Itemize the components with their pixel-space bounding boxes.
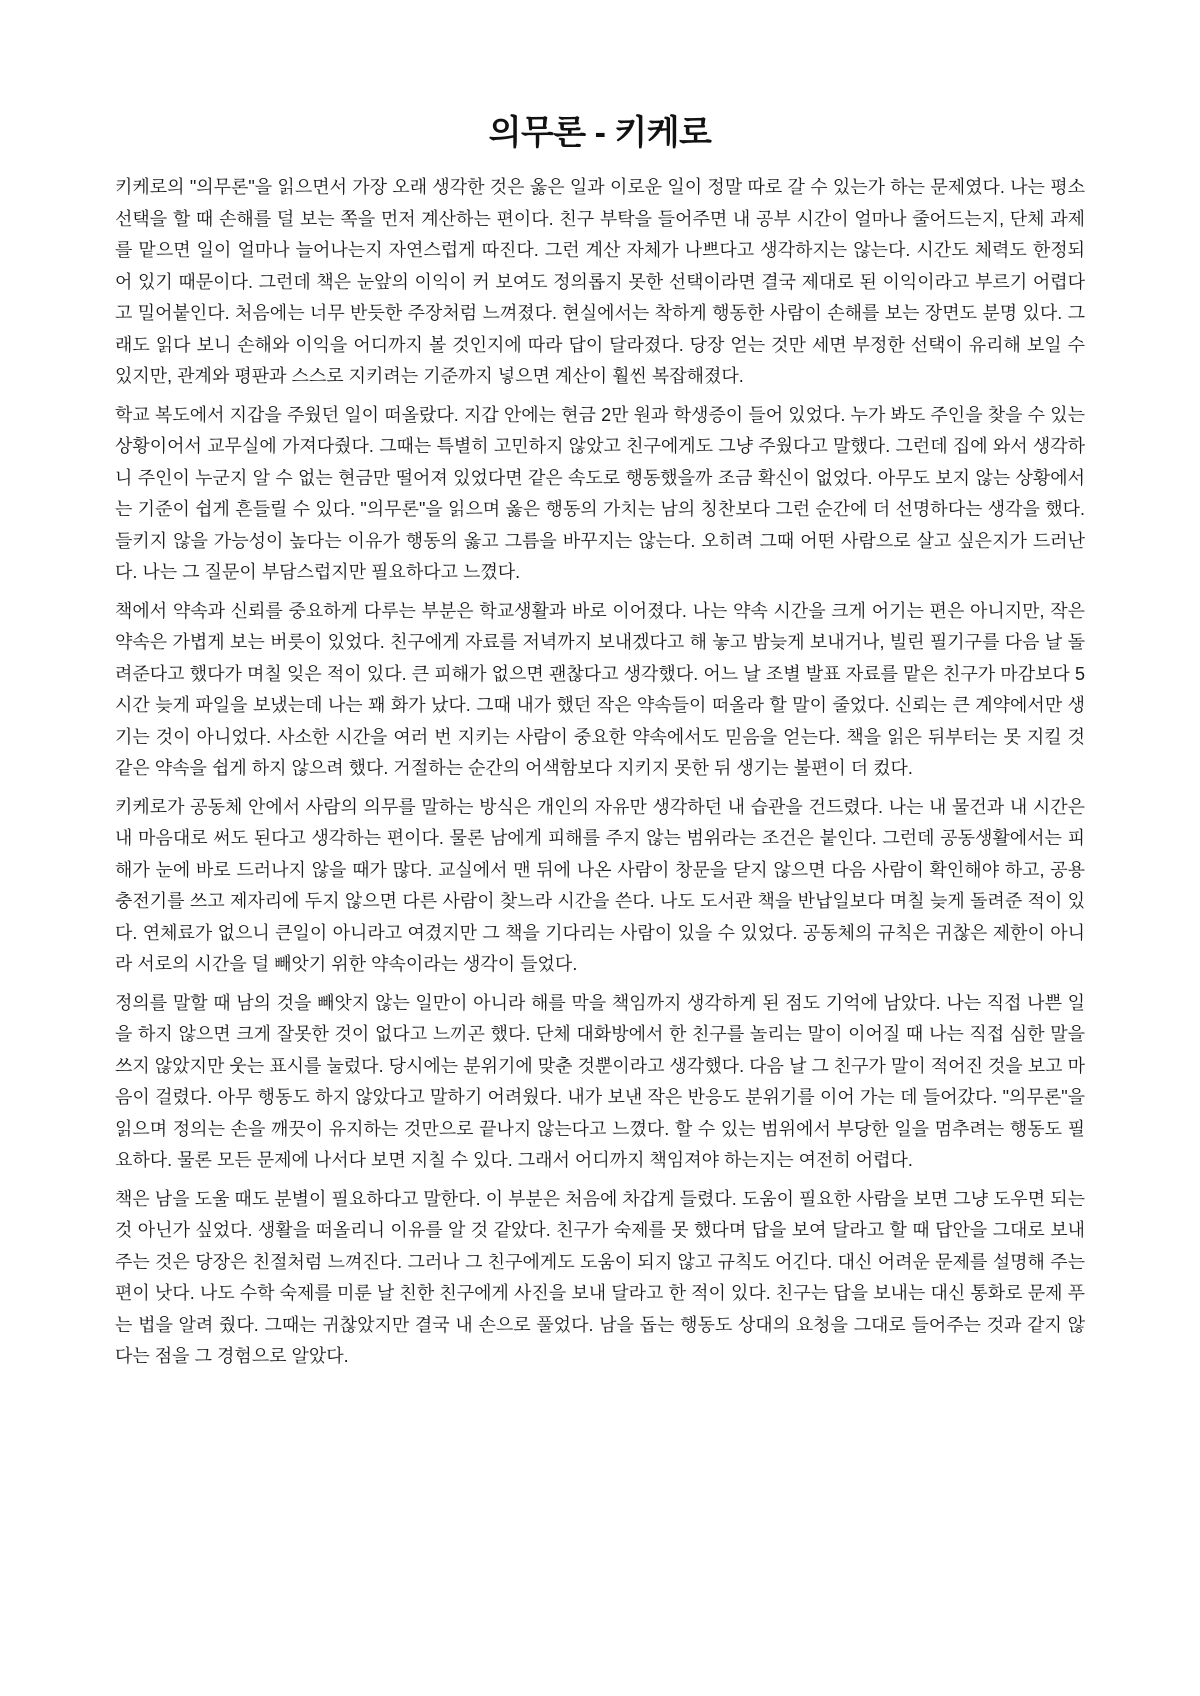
essay-paragraph-3: 책에서 약속과 신뢰를 중요하게 다루는 부분은 학교생활과 바로 이어졌다. 나는 약속 시간을 크게 어기는 편은 아니지만, 작은 약속은 가볍게 보는 버릇이 있었다. 친구에게 자료를 저녁까지 보내겠다고 해 놓고 밤늦게 보내거나, 빌린 필기구를 다음 날 돌려준다고 했다가 며칠 잊은 적이 있다. 큰 피해가 없으면 괜찮다고 생각했다. 어느 날 조별 발표 자료를 맡은 친구가 마감보다 5시간 늦게 파일을 보냈는데 나는 꽤 화가 났다. 그때 내가 했던 작은 약속들이 떠올라 할 말이 줄었다. 신뢰는 큰 계약에서만 생기는 것이 아니었다. 사소한 시간을 여러 번 지키는 사람이 중요한 약속에서도 믿음을 얻는다. 책을 읽은 뒤부터는 못 지킬 것 같은 약속을 쉽게 하지 않으려 했다. 거절하는 순간의 어색함보다 지키지 못한 뒤 생기는 불편이 더 컸다. — [115, 600, 1085, 778]
essay-paragraph-6: 책은 남을 도울 때도 분별이 필요하다고 말한다. 이 부분은 처음에 차갑게 들렸다. 도움이 필요한 사람을 보면 그냥 도우면 되는 것 아닌가 싶었다. 생활을 떠올리니 이유를 알 것 같았다. 친구가 숙제를 못 했다며 답을 보여 달라고 할 때 답안을 그대로 보내 주는 것은 당장은 친절처럼 느껴진다. 그러나 그 친구에게도 도움이 되지 않고 규칙도 어긴다. 대신 어려운 문제를 설명해 주는 편이 낫다. 나도 수학 숙제를 미룬 날 친한 친구에게 사진을 보내 달라고 한 적이 있다. 친구는 답을 보내는 대신 통화로 문제 푸는 법을 알려 줬다. 그때는 귀찮았지만 결국 내 손으로 풀었다. 남을 돕는 행동도 상대의 요청을 그대로 들어주는 것과 같지 않다는 점을 그 경험으로 알았다. — [115, 1188, 1085, 1366]
essay-paragraph-4: 키케로가 공동체 안에서 사람의 의무를 말하는 방식은 개인의 자유만 생각하던 내 습관을 건드렸다. 나는 내 물건과 내 시간은 내 마음대로 써도 된다고 생각하는 편이다. 물론 남에게 피해를 주지 않는 범위라는 조건은 붙인다. 그런데 공동생활에서는 피해가 눈에 바로 드러나지 않을 때가 많다. 교실에서 맨 뒤에 나온 사람이 창문을 닫지 않으면 다음 사람이 확인해야 하고, 공용 충전기를 쓰고 제자리에 두지 않으면 다른 사람이 찾느라 시간을 쓴다. 나도 도서관 책을 반납일보다 며칠 늦게 돌려준 적이 있다. 연체료가 없으니 큰일이 아니라고 여겼지만 그 책을 기다리는 사람이 있을 수 있었다. 공동체의 규칙은 귀찮은 제한이 아니라 서로의 시간을 덜 빼앗기 위한 약속이라는 생각이 들었다. — [115, 796, 1085, 974]
essay-paragraph-5: 정의를 말할 때 남의 것을 빼앗지 않는 일만이 아니라 해를 막을 책임까지 생각하게 된 점도 기억에 남았다. 나는 직접 나쁜 일을 하지 않으면 크게 잘못한 것이 없다고 느끼곤 했다. 단체 대화방에서 한 친구를 놀리는 말이 이어질 때 나는 직접 심한 말을 쓰지 않았지만 웃는 표시를 눌렀다. 당시에는 분위기에 맞춘 것뿐이라고 생각했다. 다음 날 그 친구가 말이 적어진 것을 보고 마음이 걸렸다. 아무 행동도 하지 않았다고 말하기 어려웠다. 내가 보낸 작은 반응도 분위기를 이어 가는 데 들어갔다. "의무론"을 읽으며 정의는 손을 깨끗이 유지하는 것만으로 끝나지 않는다고 느꼈다. 할 수 있는 범위에서 부당한 일을 멈추려는 행동도 필요하다. 물론 모든 문제에 나서다 보면 지칠 수 있다. 그래서 어디까지 책임져야 하는지는 여전히 어렵다. — [115, 992, 1085, 1170]
essay-paragraph-2: 학교 복도에서 지갑을 주웠던 일이 떠올랐다. 지갑 안에는 현금 2만 원과 학생증이 들어 있었다. 누가 봐도 주인을 찾을 수 있는 상황이어서 교무실에 가져다줬다. 그때는 특별히 고민하지 않았고 친구에게도 그냥 주웠다고 말했다. 그런데 집에 와서 생각하니 주인이 누군지 알 수 없는 현금만 떨어져 있었다면 같은 속도로 행동했을까 조금 확신이 없었다. 아무도 보지 않는 상황에서는 기준이 쉽게 흔들릴 수 있다. "의무론"을 읽으며 옳은 행동의 가치는 남의 칭찬보다 그런 순간에 더 선명하다는 생각을 했다. 들키지 않을 가능성이 높다는 이유가 행동의 옳고 그름을 바꾸지는 않는다. 오히려 그때 어떤 사람으로 살고 싶은지가 드러난다. 나는 그 질문이 부담스럽지만 필요하다고 느꼈다. — [115, 404, 1085, 582]
page-title: 의무론 - 키케로 — [488, 114, 712, 152]
essay-body — [115, 172, 1085, 1373]
essay-paragraph-1: 키케로의 "의무론"을 읽으면서 가장 오래 생각한 것은 옳은 일과 이로운 일이 정말 따로 갈 수 있는가 하는 문제였다. 나는 평소 선택을 할 때 손해를 덜 보는 쪽을 먼저 계산하는 편이다. 친구 부탁을 들어주면 내 공부 시간이 얼마나 줄어드는지, 단체 과제를 맡으면 일이 얼마나 늘어나는지 자연스럽게 따진다. 그런 계산 자체가 나쁘다고 생각하지는 않는다. 시간도 체력도 한정되어 있기 때문이다. 그런데 책은 눈앞의 이익이 커 보여도 정의롭지 못한 선택이라면 결국 제대로 된 이익이라고 부르기 어렵다고 밀어붙인다. 처음에는 너무 반듯한 주장처럼 느껴졌다. 현실에서는 착하게 행동한 사람이 손해를 보는 장면도 분명 있다. 그래도 읽다 보니 손해와 이익을 어디까지 볼 것인지에 따라 답이 달라졌다. 당장 얻는 것만 세면 부정한 선택이 유리해 보일 수 있지만, 관계와 평판과 스스로 지키려는 기준까지 넣으면 계산이 훨씬 복잡해졌다. — [115, 177, 1085, 386]
